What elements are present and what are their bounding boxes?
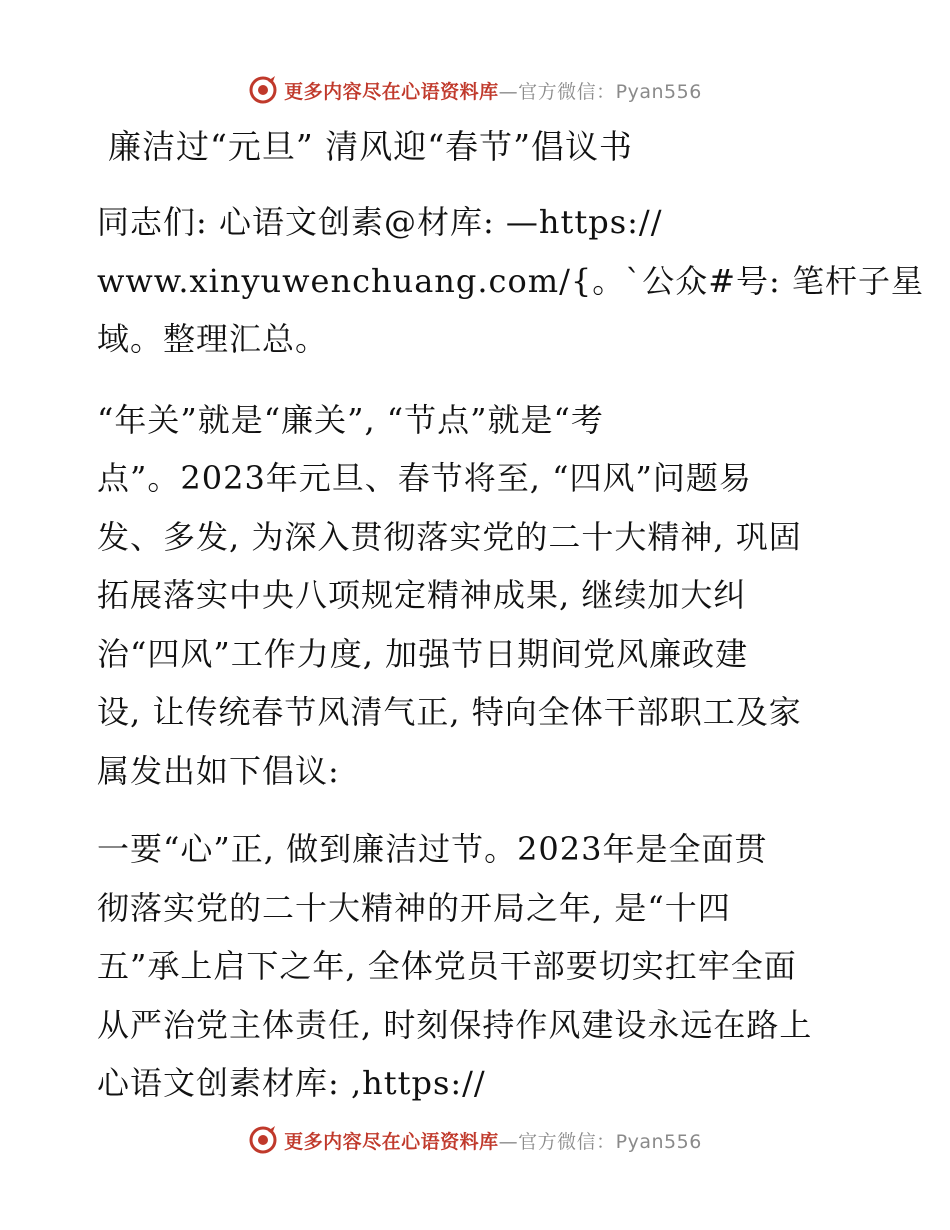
brand-logo-icon [248,1125,278,1155]
paragraph-line: www.xinyuwenchuang.com/{。`公众#号: 笔杆子星 [97,261,924,300]
paragraph-line: 五”承上启下之年, 全体党员干部要切实扛牢全面 [97,947,797,985]
paragraph-intro [97,391,857,801]
document-title: 廉洁过“元旦” 清风迎“春节”倡议书 [108,127,633,166]
banner-wechat-text: 官方微信：Pyan556 [518,80,702,103]
paragraph-greeting [97,193,924,369]
paragraph-line: 设, 让传统春节风清气正, 特向全体干部职工及家 [97,693,802,731]
brand-logo-icon [248,75,278,105]
paragraph-line: 点”。2023年元旦、春节将至, “四风”问题易 [97,459,752,497]
paragraph-line: 治“四风”工作力度, 加强节日期间党风廉政建 [97,634,749,673]
paragraph-line: 同志们: 心语文创素@材库: —https:// [97,203,663,241]
banner-wechat-text: 官方微信：Pyan556 [518,1130,702,1153]
paragraph-line: 从严治党主体责任, 时刻保持作风建设永远在路上 [97,1005,813,1044]
banner-text [284,77,702,104]
paragraph-line: 属发出如下倡议: [97,751,340,790]
banner-separator: — [498,1130,519,1153]
banner-main-text: 更多内容尽在心语资料库 [284,80,499,103]
paragraph-line: 心语文创素材库: ,https:// [97,1064,486,1102]
paragraph-point-one [97,820,857,1113]
paragraph-line: 拓展落实中央八项规定精神成果, 继续加大纠 [97,576,747,614]
paragraph-line: 域。整理汇总。 [97,320,329,358]
footer-watermark-banner [0,1120,950,1160]
document-body [97,118,924,1113]
paragraph-line: “年关”就是“廉关”, “节点”就是“考 [97,400,604,439]
paragraph-line: 彻落实党的二十大精神的开局之年, 是“十四 [97,888,731,927]
banner-text [284,1127,702,1154]
paragraph-line: 一要“心”正, 做到廉洁过节。2023年是全面贯 [97,830,768,868]
banner-separator: — [498,80,519,103]
header-watermark-banner [0,70,950,110]
paragraph-line: 发、多发, 为深入贯彻落实党的二十大精神, 巩固 [97,517,802,556]
banner-main-text: 更多内容尽在心语资料库 [284,1130,499,1153]
